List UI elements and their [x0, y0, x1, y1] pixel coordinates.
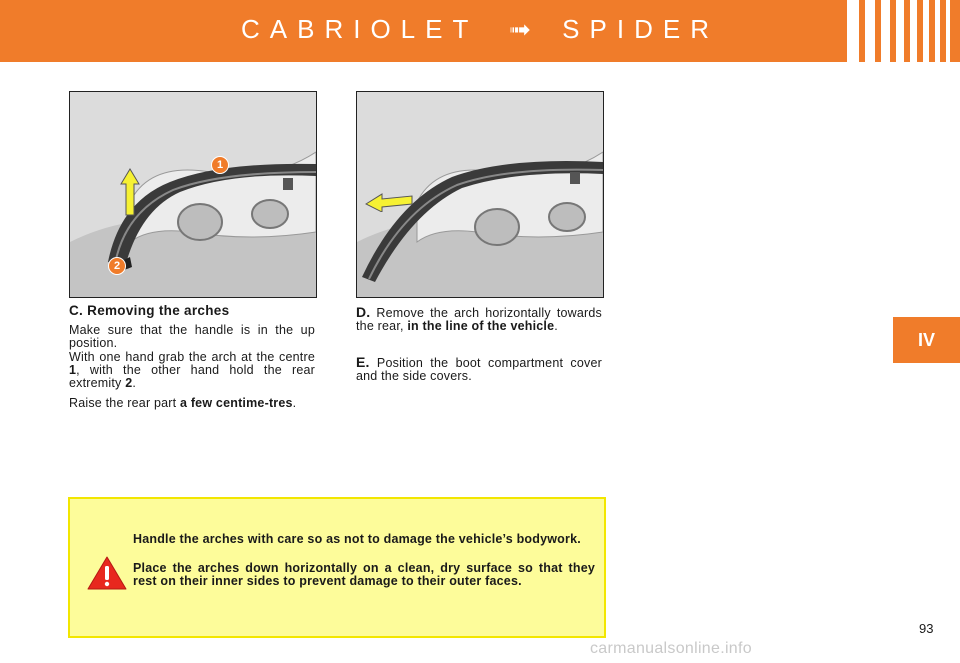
left-arrow-icon	[365, 192, 413, 212]
header-title-left: CABRIOLET	[241, 14, 478, 44]
section-c-p2-ref-2: 2	[125, 376, 133, 390]
header-title	[0, 14, 960, 45]
section-d-bold: in the line of the vehicle	[407, 319, 555, 333]
section-e-paragraph	[356, 356, 602, 383]
section-c-p2-text-a: With one hand grab the arch at the centre	[69, 350, 315, 364]
section-e-letter: E.	[356, 354, 370, 370]
section-c-p2-text-b: , with the other hand hold the rear extremity	[69, 363, 315, 390]
section-e-text: Position the boot compartment cover and the side covers.	[356, 356, 602, 383]
section-c-p2-text-c: .	[132, 376, 137, 390]
warning-line-1: Handle the arches with care so as not to damage the vehicle’s bodywork.	[133, 532, 581, 546]
warning-box	[68, 497, 606, 638]
up-arrow-icon	[120, 168, 140, 216]
section-c-paragraph-2	[69, 351, 315, 390]
section-c-heading: C. Removing the arches	[69, 303, 230, 318]
page-header	[0, 0, 960, 62]
header-stripes	[835, 0, 960, 62]
section-d-text-a: Remove the arch horizontally towards the rear,	[356, 306, 602, 333]
callout-1-label: 1	[216, 159, 224, 171]
section-d-text-c: .	[554, 319, 558, 333]
section-c-p3-text-a: Raise the rear part	[69, 396, 180, 410]
callout-2-label: 2	[113, 260, 121, 272]
section-c-p3-text-c: .	[292, 396, 297, 410]
callout-2	[108, 257, 126, 275]
section-c-p3-bold: a few centime-tres	[180, 396, 293, 410]
arrow-right-icon: ➟	[509, 14, 531, 44]
watermark: carmanualsonline.info	[590, 640, 752, 657]
callout-1	[211, 156, 229, 174]
chapter-tab-label: IV	[917, 329, 935, 350]
photo-removing-arch-rearward	[356, 91, 604, 298]
section-c-paragraph-1: Make sure that the handle is in the up position.	[69, 323, 315, 350]
chapter-tab	[893, 317, 960, 363]
section-d-letter: D.	[356, 304, 371, 320]
section-d-paragraph	[356, 306, 602, 333]
warning-triangle-icon	[87, 556, 127, 590]
section-c-paragraph-3	[69, 397, 315, 410]
section-c-p2-ref-1: 1	[69, 363, 77, 377]
page-number: 93	[919, 621, 934, 636]
header-title-right: SPIDER	[562, 14, 719, 44]
photo-removing-arch-raise	[69, 91, 317, 298]
warning-line-2: Place the arches down horizontally on a clean, dry surface so that they rest on their inner sides to prevent damage to their outer faces.	[133, 561, 595, 588]
